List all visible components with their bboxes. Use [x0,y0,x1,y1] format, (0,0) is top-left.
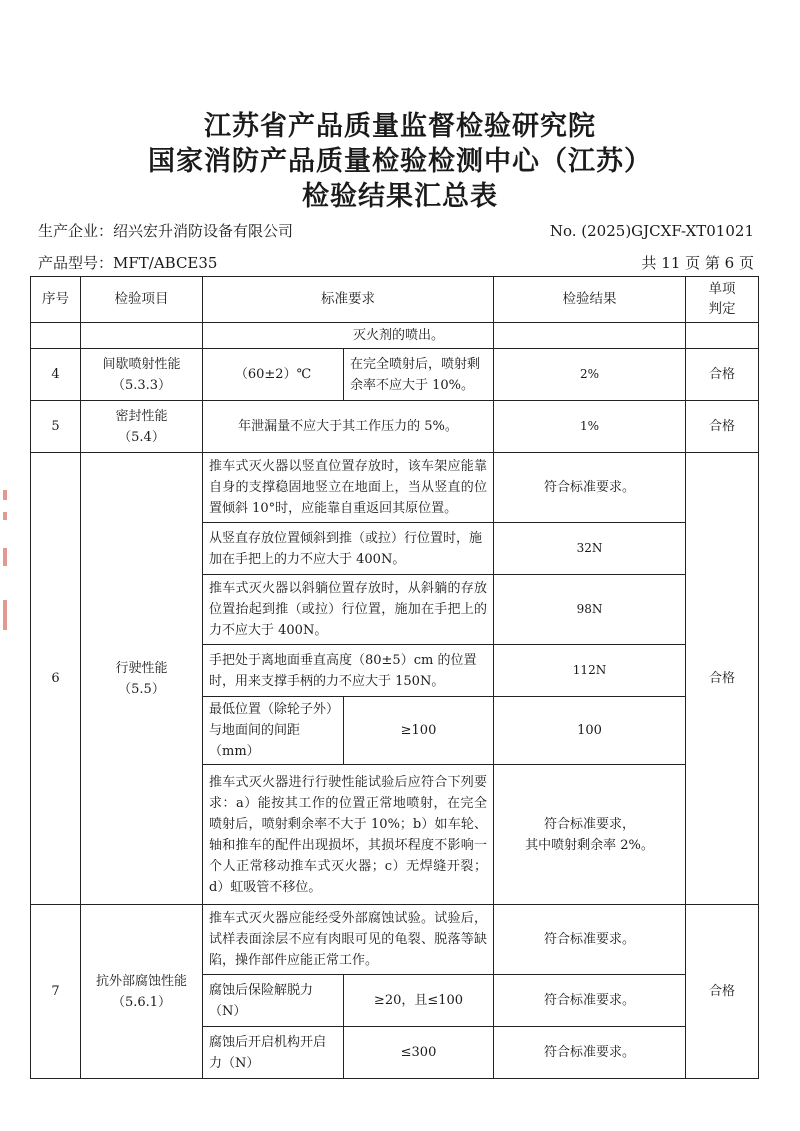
col-header-verdict: 单项判定 [686,277,759,323]
subitem-label: 最低位置（除轮子外）与地面间的间距（mm） [203,697,344,765]
requirement-cell: 推车式灭火器以竖直位置存放时，该车架应能靠自身的支撑稳固地竖立在地面上，当从竖直的位置倾斜 10°时，应能靠自重返回其原位置。 [203,453,494,523]
subitem-label: 腐蚀后开启机构开启力（N） [203,1027,344,1079]
seq-cell: 4 [31,349,81,401]
requirement-cell: ≥20，且≤100 [344,975,494,1027]
document-title: 检验结果汇总表 [302,181,498,212]
report-number: No. (2025)GJCXF-XT01021 [549,222,754,240]
seq-cell: 6 [31,453,81,905]
result-cell: 112N [494,645,686,697]
center-title: 国家消防产品质量检验检测中心（江苏） [148,146,652,177]
item-cell: 行驶性能 （5.5） [81,453,203,905]
table-row [31,349,759,401]
requirement-cell: ≥100 [344,697,494,765]
result-cell: 32N [494,523,686,575]
table-row [31,323,759,349]
col-header-result: 检验结果 [494,277,686,323]
seal-edge-mark [3,600,7,630]
requirement-cell: 在完全喷射后，喷射剩余率不应大于 10%。 [344,349,494,401]
verdict-cell: 合格 [686,905,759,1079]
result-cell: 符合标准要求。 [494,453,686,523]
verdict-cell: 合格 [686,401,759,453]
requirement-cell: ≤300 [344,1027,494,1079]
manufacturer: 生产企业：绍兴宏升消防设备有限公司 [38,222,294,240]
table-header-row [31,277,759,323]
seq-cell: 7 [31,905,81,1079]
requirement-cell: 推车式灭火器应能经受外部腐蚀试验。试验后，试样表面涂层不应有肉眼可见的龟裂、脱落等缺陷，操作部件应能正常工作。 [203,905,494,975]
col-header-standard: 标准要求 [203,277,494,323]
result-cell: 符合标准要求。 [494,905,686,975]
item-cell: 间歇喷射性能 （5.3.3） [81,349,203,401]
item-cell: 密封性能 （5.4） [81,401,203,453]
result-cell: 1% [494,401,686,453]
verdict-cell: 合格 [686,453,759,905]
result-cell: 符合标准要求， 其中喷射剩余率 2%。 [494,765,686,905]
result-cell: 98N [494,575,686,645]
table-row [31,401,759,453]
table-row [31,453,759,523]
result-cell: 2% [494,349,686,401]
item-cell: 抗外部腐蚀性能 （5.6.1） [81,905,203,1079]
product-model: 产品型号：MFT/ABCE35 [38,254,218,272]
seal-edge-mark [3,490,7,500]
col-header-item: 检验项目 [81,277,203,323]
seal-edge-mark [3,548,7,566]
requirement-cell: 推车式灭火器进行行驶性能试验后应符合下列要求：a）能按其工作的位置正常地喷射，在完全喷射后，喷射剩余率不大于 10%；b）如车轮、轴和推车的配件出现损坏，其损坏程度不影响一个人正常移动推车式灭火器；c）无焊缝开裂；d）虹吸管不移位。 [203,765,494,905]
table-row [31,905,759,975]
page-count: 共 11 页 第 6 页 [641,254,754,272]
subitem-label: 腐蚀后保险解脱力（N） [203,975,344,1027]
requirement-cell: 手把处于离地面垂直高度（80±5）cm 的位置时，用来支撑手柄的力不应大于 150N。 [203,645,494,697]
verdict-cell: 合格 [686,349,759,401]
results-table [30,276,759,1079]
requirement-cell: 年泄漏量不应大于其工作压力的 5%。 [203,401,494,453]
condition-cell: （60±2）℃ [203,349,344,401]
seal-edge-mark [3,512,7,520]
seq-cell: 5 [31,401,81,453]
result-cell: 符合标准要求。 [494,975,686,1027]
continued-requirement: 灭火剂的喷出。 [203,323,494,349]
result-cell: 符合标准要求。 [494,1027,686,1079]
col-header-seq: 序号 [31,277,81,323]
institute-title: 江苏省产品质量监督检验研究院 [204,111,596,142]
requirement-cell: 从竖直存放位置倾斜到推（或拉）行位置时，施加在手把上的力不应大于 400N。 [203,523,494,575]
requirement-cell: 推车式灭火器以斜躺位置存放时，从斜躺的存放位置抬起到推（或拉）行位置，施加在手把上的力不应大于 400N。 [203,575,494,645]
result-cell: 100 [494,697,686,765]
